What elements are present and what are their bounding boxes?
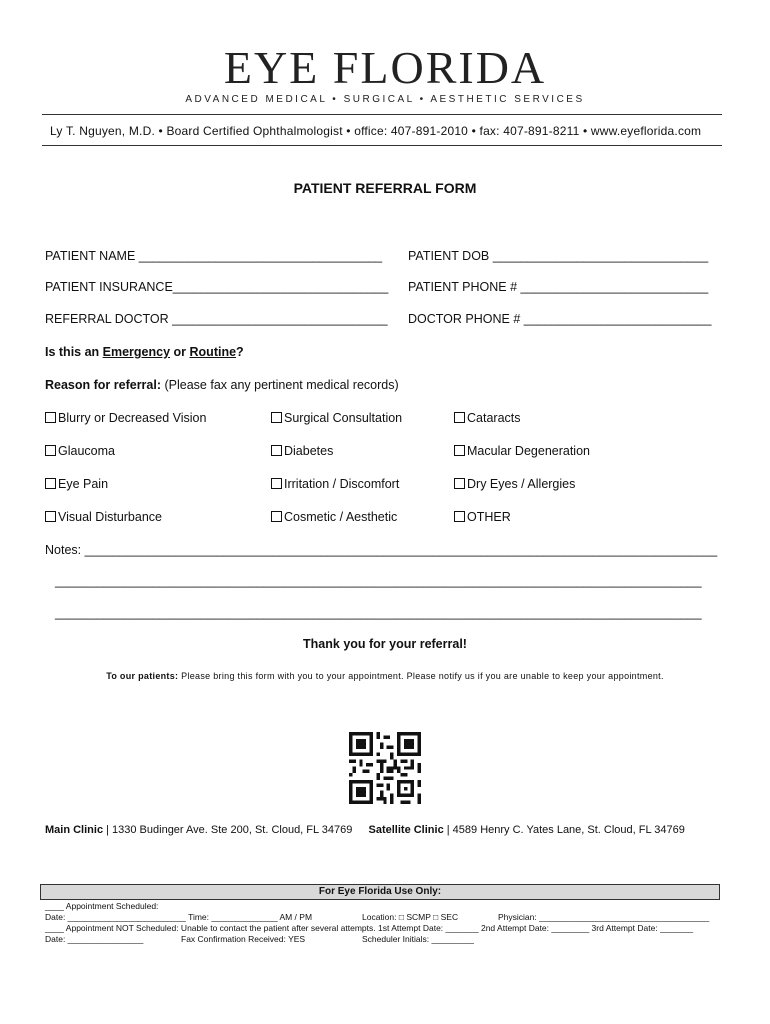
- checkbox-dry-eyes[interactable]: Dry Eyes / Allergies: [454, 477, 575, 491]
- checkbox-cosmetic[interactable]: Cosmetic / Aesthetic: [271, 510, 397, 524]
- checkbox-diabetes[interactable]: Diabetes: [271, 444, 333, 458]
- contact-line: Ly T. Nguyen, M.D. • Board Certified Ophthalmologist • office: 407-891-2010 • fax: 407-891-8211 • www.eyeflorida.com: [50, 124, 702, 138]
- checkbox-glaucoma[interactable]: Glaucoma: [45, 444, 115, 458]
- referral-doctor-field[interactable]: REFERRAL DOCTOR _______________________________: [45, 312, 388, 326]
- office-use-header: For Eye Florida Use Only:: [40, 884, 720, 900]
- date-line-2[interactable]: Date: ________________: [45, 934, 144, 944]
- patient-dob-field[interactable]: PATIENT DOB _______________________________: [408, 249, 709, 263]
- patient-name-field[interactable]: PATIENT NAME ___________________________________: [45, 249, 383, 263]
- logo-tagline: ADVANCED MEDICAL • SURGICAL • AESTHETIC SERVICES: [185, 94, 585, 105]
- reason-heading: [45, 378, 399, 392]
- notes-field[interactable]: Notes: ___________________________________________________________________________________________: [45, 543, 718, 557]
- notes-line-3[interactable]: _____________________________________________________________________________________________: [55, 606, 702, 620]
- header-divider-top: [42, 114, 722, 115]
- checkbox-visual-disturbance[interactable]: Visual Disturbance: [45, 510, 162, 524]
- checkbox-macular-degeneration[interactable]: Macular Degeneration: [454, 444, 590, 458]
- header-divider-bottom: [42, 145, 722, 146]
- question-prefix: Is this an: [45, 345, 103, 359]
- notes-line-2[interactable]: _____________________________________________________________________________________________: [55, 574, 702, 588]
- qr-code-icon: [349, 732, 421, 804]
- patient-insurance-field[interactable]: PATIENT INSURANCE_______________________________: [45, 280, 389, 294]
- satellite-clinic-address: | 4589 Henry C. Yates Lane, St. Cloud, FL 34769: [443, 824, 685, 836]
- checkbox-icon[interactable]: [271, 478, 282, 489]
- location-options[interactable]: Location: □ SCMP □ SEC: [362, 912, 459, 922]
- patient-phone-field[interactable]: PATIENT PHONE # ___________________________: [408, 280, 709, 294]
- checkbox-icon[interactable]: [454, 412, 465, 423]
- appt-date-time-line[interactable]: Date: _________________________ Time: ______________ AM / PM: [45, 912, 313, 922]
- main-clinic-address: | 1330 Budinger Ave. Ste 200, St. Cloud, FL 34769: [103, 824, 353, 836]
- checkbox-icon[interactable]: [454, 478, 465, 489]
- eye-florida-logo: [0, 44, 770, 92]
- checkbox-icon[interactable]: [271, 511, 282, 522]
- checkbox-icon[interactable]: [454, 445, 465, 456]
- checkbox-other[interactable]: OTHER: [454, 510, 511, 524]
- thank-you-message: Thank you for your referral!: [303, 637, 467, 651]
- checkbox-surgical-consultation[interactable]: Surgical Consultation: [271, 411, 402, 425]
- checkbox-irritation[interactable]: Irritation / Discomfort: [271, 477, 399, 491]
- doctor-phone-field[interactable]: DOCTOR PHONE # ___________________________: [408, 312, 712, 326]
- clinic-addresses: [45, 824, 685, 836]
- checkbox-icon[interactable]: [45, 511, 56, 522]
- emergency-option[interactable]: Emergency: [102, 345, 171, 359]
- patient-instructions-text: Please bring this form with you to your appointment. Please notify us if you are unable to keep your appointment.: [178, 671, 664, 681]
- logo-wave-letter: O: [390, 42, 426, 93]
- checkbox-eye-pain[interactable]: Eye Pain: [45, 477, 108, 491]
- checkbox-icon[interactable]: [45, 478, 56, 489]
- appt-not-scheduled-line[interactable]: ____ Appointment NOT Scheduled: Unable to contact the patient after several attempts. 1st Attempt Date: _______ 2nd Attempt Date: ________ 3rd Attempt Date: _______: [45, 923, 694, 933]
- appt-scheduled-line[interactable]: ____ Appointment Scheduled:: [45, 901, 159, 911]
- logo-text: EYE FL: [223, 42, 391, 93]
- logo-text-end: RIDA: [425, 42, 547, 93]
- urgency-question: [45, 345, 244, 359]
- question-middle: or: [170, 345, 190, 359]
- checkbox-icon[interactable]: [271, 412, 282, 423]
- checkbox-icon[interactable]: [45, 445, 56, 456]
- checkbox-icon[interactable]: [45, 412, 56, 423]
- checkbox-icon[interactable]: [271, 445, 282, 456]
- form-title: PATIENT REFERRAL FORM: [293, 180, 477, 196]
- scheduler-initials[interactable]: Scheduler Initials: _________: [362, 934, 474, 944]
- main-clinic-label: Main Clinic: [45, 824, 104, 836]
- checkbox-blurry-vision[interactable]: Blurry or Decreased Vision: [45, 411, 206, 425]
- routine-option[interactable]: Routine: [189, 345, 237, 359]
- question-suffix: ?: [236, 345, 244, 359]
- patient-instructions-label: To our patients:: [106, 671, 179, 681]
- fax-confirmation[interactable]: Fax Confirmation Received: YES: [181, 934, 306, 944]
- satellite-clinic-label: Satellite Clinic: [368, 824, 444, 836]
- patient-instructions: [0, 671, 770, 681]
- physician-line[interactable]: Physician: ____________________________________: [498, 912, 710, 922]
- reason-note: (Please fax any pertinent medical records): [161, 378, 399, 392]
- reason-label: Reason for referral:: [45, 378, 162, 392]
- checkbox-icon[interactable]: [454, 511, 465, 522]
- checkbox-cataracts[interactable]: Cataracts: [454, 411, 521, 425]
